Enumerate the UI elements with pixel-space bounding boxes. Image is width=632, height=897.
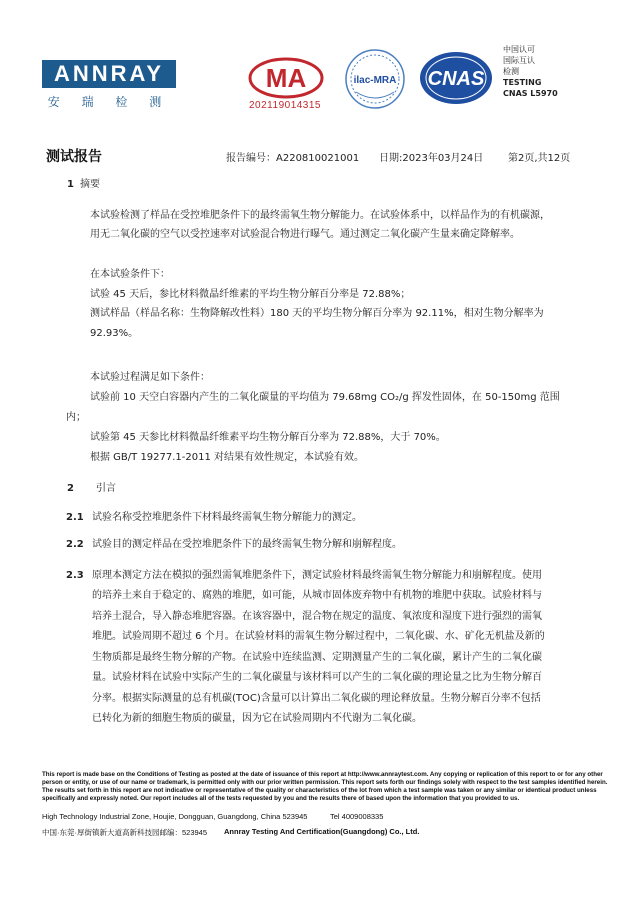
- cnas-seal-icon: [418, 50, 494, 106]
- item-number: 2.1: [66, 512, 84, 523]
- ilac-label: ilac-MRA: [353, 75, 397, 86]
- principle-line: 原理本测定方法在模拟的强烈需氧堆肥条件下，测定试验材料最终需氧生物分解能力和崩解程度。使用: [92, 570, 542, 581]
- cnas-line: 中国认可: [503, 45, 535, 54]
- validity-intro: 本试验过程满足如下条件：: [90, 372, 210, 383]
- item-text: 试验名称受控堆肥条件下材料最终需氧生物分解能力的测定。: [92, 512, 362, 523]
- cnas-line: 国际互认: [503, 56, 535, 65]
- section2-heading: 引言: [96, 483, 116, 494]
- principle-line: 分率。根据实际测量的总有机碳(TOC)含量可以计算出二氧化碳的理论释放量。生物分解百分率不包括: [92, 693, 541, 704]
- validity-line: 根据 GB/T 19277.1-2011 对结果有效性规定，本试验有效。: [90, 452, 365, 463]
- summary-line: 用无二氧化碳的空气以受控速率对试验混合物进行曝气。通过测定二氧化碳产生量来确定降解率。: [90, 229, 520, 240]
- telephone: Tel 4009008335: [330, 812, 384, 821]
- validity-line: 试验第 45 天参比材料微晶纤维素平均生物分解百分率为 72.88%，大于 70%。: [90, 432, 446, 443]
- principle-line: 生物质都是最终生物分解的产物。在试验中连续监测、定期测量产生的二氧化碳，累计产生的二氧化碳: [92, 652, 542, 663]
- company-name: Annray Testing And Certification(Guangdong) Co., Ltd.: [224, 827, 420, 836]
- address-cn: 中国·东莞·厚街镇新大道高新科技园邮编：523945: [42, 828, 208, 837]
- validity-line: 内；: [66, 412, 86, 423]
- cnas-accreditation-info: [503, 44, 558, 99]
- address-en: High Technology Industrial Zone, Houjie, Dongguan, Guangdong, China 523945: [42, 812, 308, 821]
- cnas-line: 检测: [503, 67, 519, 76]
- disclaimer-line: This report is made base on the Conditions of Testing as posted at the date of issuance of this report at http://www.annraytest.com. Any copying or replication of this report to or for any other: [42, 771, 603, 778]
- annray-logo-cn: 安 瑞 检 测: [47, 95, 171, 109]
- ilac-mra-icon: [344, 48, 406, 110]
- principle-line: 已转化为新的细胞生物质的碳量，因为它在试验周期内不代谢为二氧化碳。: [92, 713, 422, 724]
- item-number: 2.2: [66, 539, 84, 550]
- summary-line: 本试验检测了样品在受控堆肥条件下的最终需氧生物分解能力。在试验体系中，以样品作为的有机碳源，: [90, 210, 550, 221]
- item-number: 2.3: [66, 570, 84, 581]
- annray-logo: ANNRAY: [42, 60, 176, 88]
- section1-number: 1: [67, 179, 74, 190]
- conditions-line: 92.93%。: [90, 328, 139, 339]
- disclaimer-line: The results set forth in this report are not indicative or representative of the quality or characteristics of the lot from which a test sample was taken or any similar or identical product unless: [42, 787, 597, 794]
- report-title: 测试报告: [46, 149, 102, 165]
- report-number: 报告编号：A220810021001: [226, 153, 360, 164]
- cnas-line: CNAS L5970: [503, 89, 558, 98]
- cma-seal-icon: [246, 56, 326, 100]
- disclaimer-line: person or entity, or use of our name or trademark, is permitted only with our prior written permission. This report sets forth our findings solely with respect to the test samples identified herein.: [42, 779, 608, 786]
- svg-text:MA: MA: [265, 63, 307, 93]
- item-text: 试验目的测定样品在受控堆肥条件下的最终需氧生物分解和崩解程度。: [92, 539, 402, 550]
- conditions-line: 试验 45 天后，参比材料微晶纤维素的平均生物分解百分率是 72.88%；: [90, 289, 411, 300]
- cnas-line: TESTING: [503, 78, 542, 87]
- cnas-label: CNAS: [427, 68, 485, 90]
- report-date: 日期:2023年03月24日: [379, 153, 484, 164]
- conditions-line: 测试样品（样品名称：生物降解改性料）180 天的平均生物分解百分率为 92.11%，相对生物分解率为: [90, 308, 544, 319]
- principle-line: 量。试验材料在试验中实际产生的二氧化碳量与该材料可以产生的二氧化碳的理论量之比为生物分解百: [92, 672, 542, 683]
- validity-line: 试验前 10 天空白容器内产生的二氧化碳量的平均值为 79.68mg CO₂/g 挥发性固体，在 50-150mg 范围: [90, 392, 560, 403]
- section2-number: 2: [67, 483, 74, 494]
- ma-number: 202119014315: [249, 100, 321, 111]
- report-page: 第2页,共12页: [508, 153, 571, 164]
- conditions-intro: 在本试验条件下：: [90, 269, 170, 280]
- disclaimer-line: specifically and expressly noted. Our report includes all of the tests requested by you and the results there of based upon the information that you provided to us.: [42, 795, 520, 802]
- section1-heading: 摘要: [80, 179, 100, 190]
- principle-line: 的培养土来自于稳定的、腐熟的堆肥，如可能，从城市固体废弃物中有机物的堆肥中获取。试验材料与: [92, 590, 542, 601]
- principle-line: 堆肥。试验周期不超过 6 个月。在试验材料的需氧生物分解过程中，二氧化碳、水、矿化无机盐及新的: [92, 631, 545, 642]
- principle-line: 培养土混合，导入静态堆肥容器。在该容器中，混合物在规定的温度、氧浓度和湿度下进行强烈的需氧: [92, 611, 542, 622]
